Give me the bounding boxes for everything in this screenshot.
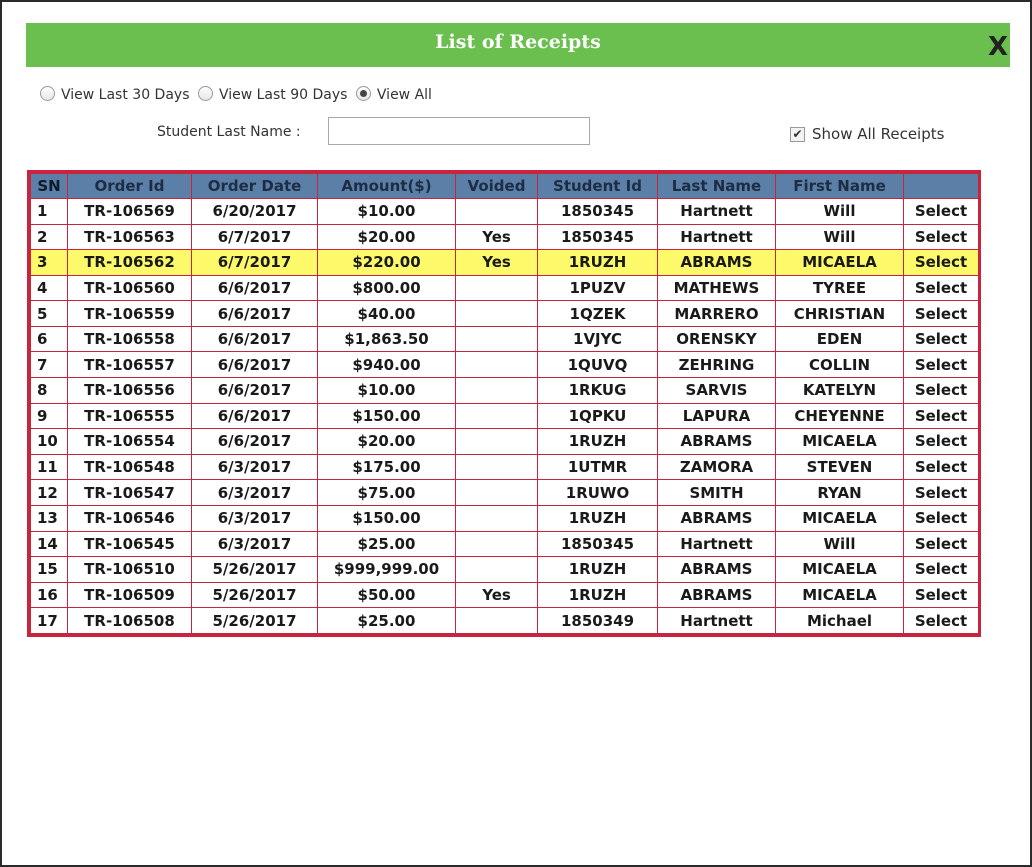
receipts-table-container (27, 170, 981, 637)
column-header-first-name[interactable]: First Name (776, 174, 904, 199)
cell-student-id: 1RUZH (538, 582, 658, 608)
cell-voided (456, 505, 538, 531)
cell-last-name: ZEHRING (658, 352, 776, 378)
cell-student-id: 1PUZV (538, 275, 658, 301)
cell-amount: $40.00 (318, 301, 456, 327)
cell-order-id: TR-106547 (68, 480, 192, 506)
cell-order-date: 6/6/2017 (192, 326, 318, 352)
cell-amount: $25.00 (318, 531, 456, 557)
cell-last-name: SARVIS (658, 378, 776, 404)
cell-last-name: ABRAMS (658, 429, 776, 455)
cell-order-id: TR-106554 (68, 429, 192, 455)
column-header-voided[interactable]: Voided (456, 174, 538, 199)
table-row[interactable] (31, 429, 979, 455)
cell-amount: $220.00 (318, 250, 456, 276)
cell-order-id: TR-106562 (68, 250, 192, 276)
select-link[interactable]: Select (904, 301, 979, 327)
cell-amount: $75.00 (318, 480, 456, 506)
cell-sn: 12 (31, 480, 68, 506)
cell-amount: $150.00 (318, 403, 456, 429)
cell-last-name: ORENSKY (658, 326, 776, 352)
cell-order-id: TR-106510 (68, 557, 192, 583)
cell-last-name: Hartnett (658, 608, 776, 634)
cell-sn: 2 (31, 224, 68, 250)
table-row[interactable] (31, 557, 979, 583)
dialog-title-bar (26, 23, 1010, 67)
cell-sn: 4 (31, 275, 68, 301)
cell-last-name: Hartnett (658, 531, 776, 557)
cell-order-id: TR-106509 (68, 582, 192, 608)
select-link[interactable]: Select (904, 557, 979, 583)
cell-last-name: LAPURA (658, 403, 776, 429)
table-row[interactable] (31, 582, 979, 608)
cell-sn: 3 (31, 250, 68, 276)
cell-voided (456, 531, 538, 557)
cell-student-id: 1850345 (538, 199, 658, 225)
close-icon[interactable]: X (988, 32, 1009, 62)
table-row[interactable] (31, 199, 979, 225)
receipts-table (30, 173, 979, 634)
cell-student-id: 1850345 (538, 531, 658, 557)
cell-order-id: TR-106557 (68, 352, 192, 378)
cell-sn: 5 (31, 301, 68, 327)
cell-amount: $999,999.00 (318, 557, 456, 583)
cell-first-name: EDEN (776, 326, 904, 352)
cell-first-name: RYAN (776, 480, 904, 506)
select-link[interactable]: Select (904, 275, 979, 301)
cell-student-id: 1RKUG (538, 378, 658, 404)
show-all-label: Show All Receipts (812, 125, 945, 143)
radio-view-last-90-days[interactable] (198, 86, 348, 103)
cell-student-id: 1UTMR (538, 454, 658, 480)
cell-order-id: TR-106545 (68, 531, 192, 557)
column-header-action (904, 174, 979, 199)
cell-first-name: KATELYN (776, 378, 904, 404)
cell-voided (456, 275, 538, 301)
cell-first-name: COLLIN (776, 352, 904, 378)
cell-first-name: Will (776, 224, 904, 250)
cell-last-name: MARRERO (658, 301, 776, 327)
cell-voided (456, 326, 538, 352)
cell-sn: 1 (31, 199, 68, 225)
cell-student-id: 1QPKU (538, 403, 658, 429)
select-link[interactable]: Select (904, 199, 979, 225)
cell-order-date: 6/7/2017 (192, 224, 318, 250)
cell-order-id: TR-106559 (68, 301, 192, 327)
cell-order-id: TR-106556 (68, 378, 192, 404)
select-link[interactable]: Select (904, 582, 979, 608)
cell-voided (456, 352, 538, 378)
cell-last-name: ABRAMS (658, 582, 776, 608)
cell-amount: $800.00 (318, 275, 456, 301)
cell-student-id: 1RUZH (538, 557, 658, 583)
cell-student-id: 1850345 (538, 224, 658, 250)
cell-voided (456, 608, 538, 634)
table-row[interactable] (31, 224, 979, 250)
table-row[interactable] (31, 608, 979, 634)
cell-order-date: 5/26/2017 (192, 608, 318, 634)
cell-voided (456, 429, 538, 455)
cell-first-name: CHRISTIAN (776, 301, 904, 327)
cell-sn: 9 (31, 403, 68, 429)
cell-order-date: 6/20/2017 (192, 199, 318, 225)
cell-first-name: Michael (776, 608, 904, 634)
cell-last-name: ZAMORA (658, 454, 776, 480)
select-link[interactable]: Select (904, 224, 979, 250)
cell-order-date: 6/6/2017 (192, 275, 318, 301)
cell-student-id: 1RUZH (538, 429, 658, 455)
show-all-receipts-checkbox[interactable] (790, 125, 944, 143)
cell-first-name: CHEYENNE (776, 403, 904, 429)
table-row[interactable] (31, 403, 979, 429)
cell-order-date: 6/6/2017 (192, 301, 318, 327)
cell-voided (456, 480, 538, 506)
column-header-amount[interactable]: Amount($) (318, 174, 456, 199)
table-row[interactable] (31, 326, 979, 352)
dialog-title: List of Receipts (435, 31, 601, 53)
radio-view-all[interactable] (356, 86, 432, 103)
cell-first-name: MICAELA (776, 557, 904, 583)
cell-last-name: SMITH (658, 480, 776, 506)
table-row[interactable] (31, 505, 979, 531)
cell-amount: $25.00 (318, 608, 456, 634)
cell-voided (456, 557, 538, 583)
cell-last-name: ABRAMS (658, 505, 776, 531)
last-name-input[interactable] (328, 117, 590, 145)
cell-order-id: TR-106563 (68, 224, 192, 250)
cell-last-name: MATHEWS (658, 275, 776, 301)
cell-order-date: 6/3/2017 (192, 480, 318, 506)
cell-last-name: ABRAMS (658, 557, 776, 583)
radio-button-icon[interactable] (40, 86, 55, 101)
select-link[interactable]: Select (904, 480, 979, 506)
table-row[interactable] (31, 454, 979, 480)
cell-last-name: ABRAMS (658, 250, 776, 276)
cell-amount: $50.00 (318, 582, 456, 608)
table-row[interactable] (31, 480, 979, 506)
cell-amount: $10.00 (318, 199, 456, 225)
radio-label: View Last 30 Days (61, 87, 190, 103)
cell-sn: 8 (31, 378, 68, 404)
table-row[interactable] (31, 531, 979, 557)
cell-student-id: 1VJYC (538, 326, 658, 352)
cell-voided (456, 378, 538, 404)
cell-student-id: 1QUVQ (538, 352, 658, 378)
cell-student-id: 1QZEK (538, 301, 658, 327)
cell-student-id: 1RUZH (538, 250, 658, 276)
table-row[interactable] (31, 275, 979, 301)
select-link[interactable]: Select (904, 403, 979, 429)
cell-order-id: TR-106546 (68, 505, 192, 531)
cell-sn: 11 (31, 454, 68, 480)
table-row[interactable] (31, 301, 979, 327)
cell-order-id: TR-106555 (68, 403, 192, 429)
cell-order-date: 6/6/2017 (192, 403, 318, 429)
cell-voided: Yes (456, 250, 538, 276)
select-link[interactable]: Select (904, 250, 979, 276)
cell-order-date: 6/6/2017 (192, 352, 318, 378)
cell-sn: 14 (31, 531, 68, 557)
cell-order-date: 6/3/2017 (192, 454, 318, 480)
cell-amount: $20.00 (318, 429, 456, 455)
column-header-last-name[interactable]: Last Name (658, 174, 776, 199)
cell-order-date: 6/6/2017 (192, 378, 318, 404)
select-link[interactable]: Select (904, 429, 979, 455)
cell-student-id: 1RUZH (538, 505, 658, 531)
cell-voided (456, 454, 538, 480)
select-link[interactable]: Select (904, 378, 979, 404)
cell-voided: Yes (456, 582, 538, 608)
cell-first-name: STEVEN (776, 454, 904, 480)
cell-voided (456, 199, 538, 225)
cell-order-date: 5/26/2017 (192, 582, 318, 608)
cell-order-id: TR-106548 (68, 454, 192, 480)
cell-voided (456, 301, 538, 327)
date-range-filter (40, 86, 436, 103)
cell-order-date: 6/3/2017 (192, 505, 318, 531)
cell-amount: $150.00 (318, 505, 456, 531)
radio-label: View All (376, 87, 432, 103)
cell-amount: $175.00 (318, 454, 456, 480)
cell-amount: $940.00 (318, 352, 456, 378)
cell-first-name: MICAELA (776, 582, 904, 608)
cell-sn: 6 (31, 326, 68, 352)
cell-order-id: TR-106508 (68, 608, 192, 634)
cell-order-date: 6/7/2017 (192, 250, 318, 276)
cell-last-name: Hartnett (658, 224, 776, 250)
checkbox-checked-icon[interactable]: ✔ (790, 127, 805, 142)
cell-first-name: MICAELA (776, 250, 904, 276)
column-header-order-id[interactable]: Order Id (68, 174, 192, 199)
cell-first-name: TYREE (776, 275, 904, 301)
select-link[interactable]: Select (904, 352, 979, 378)
table-row[interactable] (31, 352, 979, 378)
select-link[interactable]: Select (904, 505, 979, 531)
cell-first-name: Will (776, 531, 904, 557)
column-header-sn[interactable]: SN (31, 174, 68, 199)
cell-sn: 16 (31, 582, 68, 608)
cell-voided: Yes (456, 224, 538, 250)
select-link[interactable]: Select (904, 531, 979, 557)
cell-amount: $20.00 (318, 224, 456, 250)
cell-order-date: 5/26/2017 (192, 557, 318, 583)
table-header-row (31, 174, 979, 199)
column-header-student-id[interactable]: Student Id (538, 174, 658, 199)
select-link[interactable]: Select (904, 454, 979, 480)
cell-order-id: TR-106558 (68, 326, 192, 352)
cell-order-id: TR-106569 (68, 199, 192, 225)
cell-first-name: Will (776, 199, 904, 225)
radio-view-last-30-days[interactable] (40, 86, 190, 103)
radio-label: View Last 90 Days (218, 87, 348, 103)
column-header-order-date[interactable]: Order Date (192, 174, 318, 199)
radio-button-icon[interactable] (356, 86, 371, 101)
last-name-label: Student Last Name : (157, 124, 301, 140)
cell-sn: 7 (31, 352, 68, 378)
cell-student-id: 1850349 (538, 608, 658, 634)
cell-order-date: 6/3/2017 (192, 531, 318, 557)
cell-order-date: 6/6/2017 (192, 429, 318, 455)
table-row[interactable] (31, 250, 979, 276)
radio-button-icon[interactable] (198, 86, 213, 101)
cell-voided (456, 403, 538, 429)
cell-sn: 10 (31, 429, 68, 455)
select-link[interactable]: Select (904, 326, 979, 352)
cell-amount: $10.00 (318, 378, 456, 404)
cell-last-name: Hartnett (658, 199, 776, 225)
table-body (31, 199, 979, 634)
cell-sn: 13 (31, 505, 68, 531)
table-row[interactable] (31, 378, 979, 404)
cell-first-name: MICAELA (776, 429, 904, 455)
cell-order-id: TR-106560 (68, 275, 192, 301)
select-link[interactable]: Select (904, 608, 979, 634)
cell-first-name: MICAELA (776, 505, 904, 531)
cell-sn: 17 (31, 608, 68, 634)
cell-sn: 15 (31, 557, 68, 583)
cell-student-id: 1RUWO (538, 480, 658, 506)
cell-amount: $1,863.50 (318, 326, 456, 352)
